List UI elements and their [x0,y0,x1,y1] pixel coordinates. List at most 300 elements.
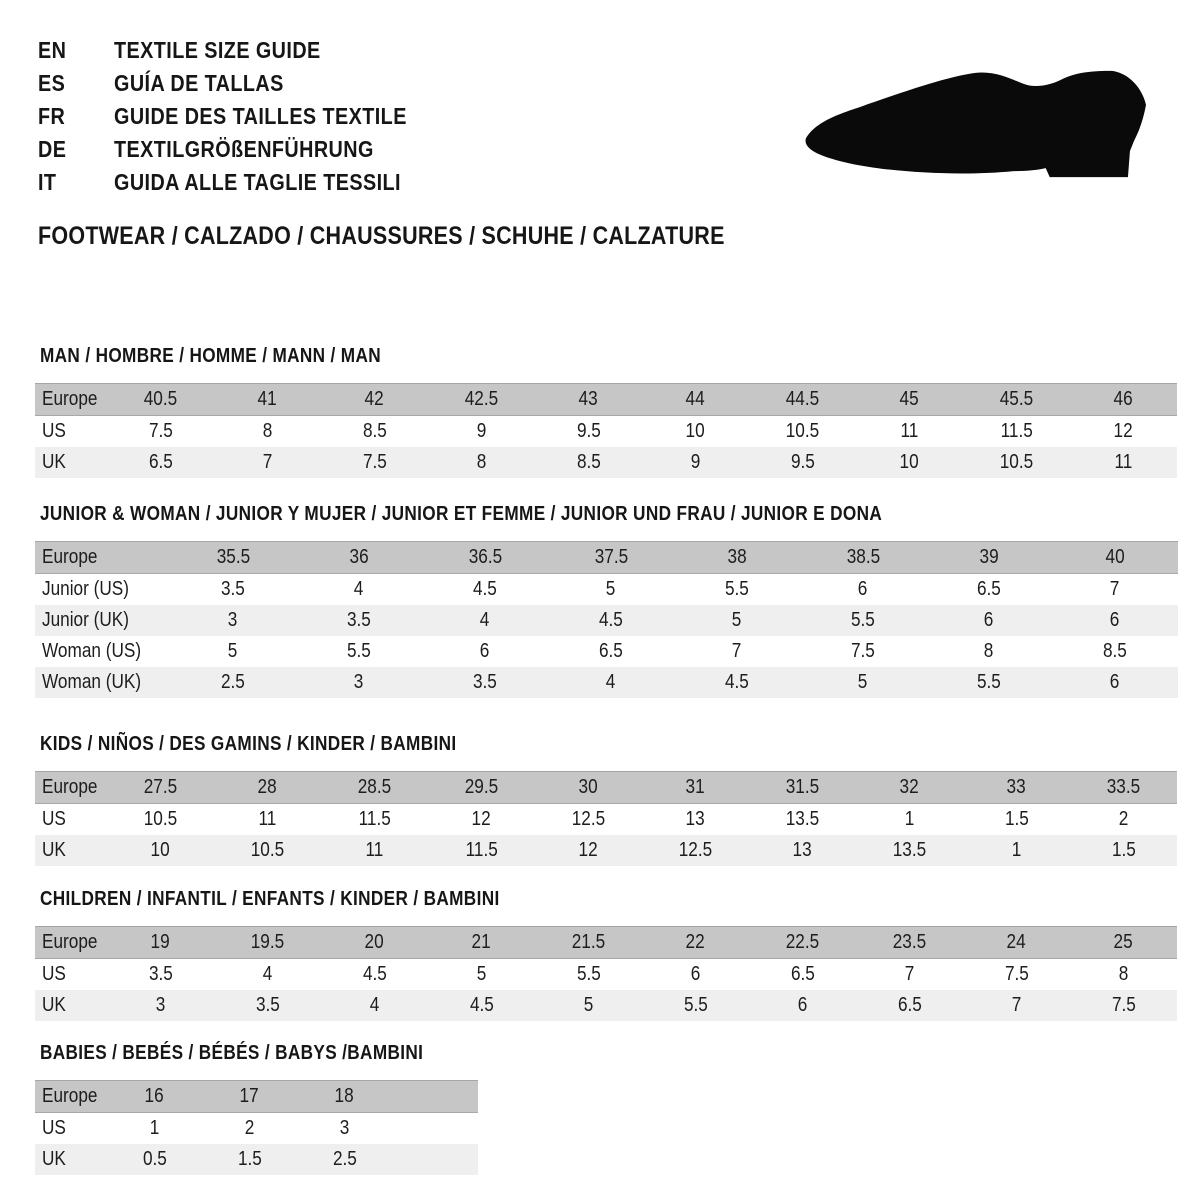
size-value-cell [548,605,674,636]
row-label-cell [35,835,107,866]
size-value: 3.5 [221,578,245,600]
size-value-cell [856,835,963,866]
size-value: 38.5 [846,546,880,568]
size-value-cell [548,542,674,574]
size-value: 21 [471,931,492,953]
size-value: 7 [1011,994,1022,1016]
size-value: 5.5 [977,671,1001,693]
size-value: 40.5 [143,388,178,410]
row-label-cell [35,990,107,1021]
size-value-cell [422,636,548,667]
size-value: 12.5 [678,839,713,861]
size-value: 29.5 [464,776,499,798]
size-value: 36 [349,546,369,568]
size-value: 6.5 [599,640,623,662]
size-value: 27.5 [143,776,178,798]
size-header-row [35,542,1178,574]
size-value-cell [107,772,214,804]
size-value-cell [963,772,1070,804]
size-value: 12 [578,839,599,861]
size-value: 7 [732,640,742,662]
size-value-cell [428,959,535,991]
size-value-cell [1052,542,1178,574]
size-value: 44 [685,388,706,410]
size-value-cell [1070,804,1177,836]
size-value-cell [214,447,321,478]
size-row [35,667,1178,698]
size-value-cell [107,835,214,866]
size-value: 12 [1113,420,1134,442]
size-value: 2 [1118,808,1129,830]
size-value-cell [926,605,1052,636]
size-value-cell [856,772,963,804]
size-value-cell [1052,636,1178,667]
row-label-cell [35,667,170,698]
size-value-cell [321,447,428,478]
size-value: 3 [354,671,364,693]
size-value: 6.5 [977,578,1001,600]
size-value-cell [107,416,214,448]
size-value-cell [856,959,963,991]
size-value-cell [1070,384,1177,416]
size-value: 24 [1006,931,1027,953]
size-value: 10.5 [785,420,820,442]
size-section [0,1042,1200,1175]
size-value-cell [642,384,749,416]
size-value-cell [422,542,548,574]
size-value: 35.5 [216,546,250,568]
size-value-cell [296,574,422,606]
size-value-cell [926,574,1052,606]
size-value-cell [107,959,214,991]
size-value: 9.5 [790,451,815,473]
size-value-cell [535,959,642,991]
row-label: Woman (US) [42,640,142,662]
row-label-cell [35,1113,107,1145]
size-value: 5.5 [576,963,601,985]
size-value: 7.5 [851,640,875,662]
size-value-cell [1070,927,1177,959]
size-table [35,771,1177,866]
size-value: 23.5 [892,931,927,953]
size-value: 6.5 [148,451,173,473]
row-label: Woman (UK) [42,671,142,693]
size-value: 4.5 [725,671,749,693]
size-value: 20 [364,931,385,953]
category-title: FOOTWEAR / CALZADO / CHAUSSURES / SCHUHE / CALZATURE [38,222,725,250]
size-row [35,605,1178,636]
size-value: 5 [732,609,742,631]
size-value-cell [428,447,535,478]
size-value-cell [749,447,856,478]
size-value: 6 [1110,671,1120,693]
size-value: 4 [262,963,273,985]
size-value: 40 [1105,546,1125,568]
size-value: 3.5 [148,963,173,985]
size-value: 33 [1006,776,1027,798]
size-value: 39 [979,546,999,568]
size-value: 1 [149,1117,160,1139]
size-value: 1 [904,808,915,830]
size-value-cell [1052,574,1178,606]
size-value: 8.5 [576,451,601,473]
size-value-cell [856,447,963,478]
size-value-cell [963,416,1070,448]
size-value-cell [642,927,749,959]
size-value: 1.5 [1004,808,1029,830]
size-value-cell [535,416,642,448]
size-value-cell [856,804,963,836]
size-table [35,383,1177,478]
size-value-cell [297,1081,392,1113]
section-title: JUNIOR & WOMAN / JUNIOR Y MUJER / JUNIOR ET FEMME / JUNIOR UND FRAU / JUNIOR E DONA [40,503,883,525]
size-value: 28 [257,776,278,798]
size-value: 6 [690,963,701,985]
row-label: UK [42,994,66,1016]
language-code: DE [38,136,67,162]
size-value: 8.5 [1103,640,1127,662]
size-value: 42.5 [464,388,499,410]
size-value-cell [321,959,428,991]
size-value: 3.5 [473,671,497,693]
size-value-cell [800,542,926,574]
row-label: UK [42,1148,66,1170]
size-section [0,503,1200,698]
filler-cell [392,1113,478,1145]
size-value: 13 [685,808,706,830]
size-row [35,416,1177,448]
size-row [35,804,1177,836]
size-value: 11 [365,839,384,861]
row-label: UK [42,839,66,861]
size-value-cell [321,804,428,836]
size-value: 7 [262,451,273,473]
size-section [0,733,1200,866]
row-label-cell [35,804,107,836]
size-table [35,541,1178,698]
size-value: 7 [1110,578,1120,600]
size-value: 3 [155,994,166,1016]
size-value: 10 [150,839,171,861]
row-label-cell [35,1144,107,1175]
size-value-cell [428,835,535,866]
size-value: 10.5 [143,808,178,830]
size-value: 10 [899,451,920,473]
row-label: US [42,808,66,830]
size-value-cell [1070,416,1177,448]
size-value-cell [856,384,963,416]
size-value: 32 [899,776,920,798]
size-value-cell [963,835,1070,866]
size-value: 12.5 [571,808,606,830]
size-value-cell [170,667,296,698]
size-value: 46 [1113,388,1134,410]
size-value: 6 [480,640,490,662]
size-value-cell [1070,959,1177,991]
size-value: 45.5 [999,388,1034,410]
row-label-cell [35,927,107,959]
size-value: 43 [578,388,599,410]
size-value: 19 [150,931,171,953]
size-value-cell [107,447,214,478]
size-value-cell [296,667,422,698]
size-value-cell [926,667,1052,698]
size-value: 2.5 [221,671,245,693]
size-value: 5 [583,994,594,1016]
size-value-cell [428,772,535,804]
size-row [35,447,1177,478]
language-label: GUÍA DE TALLAS [114,70,284,96]
size-value-cell [856,990,963,1021]
size-value-cell [321,772,428,804]
size-value-cell [535,835,642,866]
size-value-cell [963,447,1070,478]
filler-cell [392,1081,478,1113]
size-value: 6 [858,578,868,600]
size-value: 11 [1114,451,1133,473]
size-value-cell [674,542,800,574]
size-value-cell [107,1081,202,1113]
size-row [35,959,1177,991]
size-value: 6 [984,609,994,631]
size-value-cell [963,927,1070,959]
language-code: ES [38,70,66,96]
size-value: 31.5 [785,776,820,798]
size-value: 4.5 [473,578,497,600]
row-label-cell [35,772,107,804]
size-value-cell [296,636,422,667]
size-value: 7.5 [1004,963,1029,985]
size-value: 44.5 [785,388,820,410]
size-value: 5.5 [347,640,371,662]
size-row [35,636,1178,667]
size-value-cell [1070,447,1177,478]
size-value-cell [642,835,749,866]
row-label-cell [35,605,170,636]
row-label-cell [35,636,170,667]
size-value-cell [535,990,642,1021]
size-value-cell [963,959,1070,991]
size-value-cell [535,772,642,804]
size-value-cell [1070,835,1177,866]
size-value: 30 [578,776,599,798]
row-label: Junior (UK) [42,609,129,631]
size-value-cell [214,990,321,1021]
size-value-cell [749,927,856,959]
size-value: 8 [262,420,273,442]
size-header-row [35,384,1177,416]
row-label-cell [35,416,107,448]
size-value-cell [800,605,926,636]
size-value-cell [321,835,428,866]
size-value-cell [422,574,548,606]
size-value-cell [749,835,856,866]
size-value-cell [749,959,856,991]
size-value-cell [214,416,321,448]
size-value-cell [1070,990,1177,1021]
section-title: KIDS / NIÑOS / DES GAMINS / KINDER / BAMBINI [40,733,457,755]
size-value-cell [321,384,428,416]
size-value: 7.5 [148,420,173,442]
size-row [35,574,1178,606]
size-value: 11 [258,808,277,830]
size-value-cell [535,384,642,416]
size-value: 7.5 [362,451,387,473]
size-value: 37.5 [594,546,628,568]
size-value: 10.5 [250,839,285,861]
row-label: US [42,963,66,985]
size-value: 33.5 [1106,776,1141,798]
size-value-cell [548,667,674,698]
size-value: 16 [144,1085,165,1107]
row-label: Europe [42,546,98,568]
size-value-cell [674,574,800,606]
size-value: 5 [858,671,868,693]
size-value: 2 [244,1117,255,1139]
row-label-cell [35,542,170,574]
size-value: 13.5 [785,808,820,830]
size-table [35,1080,478,1175]
size-value-cell [107,990,214,1021]
size-value-cell [107,1144,202,1175]
size-value: 5 [476,963,487,985]
row-label: UK [42,451,66,473]
section-title: CHILDREN / INFANTIL / ENFANTS / KINDER / BAMBINI [40,888,500,910]
size-value-cell [926,636,1052,667]
size-value: 25 [1113,931,1134,953]
row-label: US [42,1117,66,1139]
language-code: FR [38,103,66,129]
row-label: Europe [42,776,98,798]
size-value-cell [422,667,548,698]
size-value: 5 [606,578,616,600]
size-value: 13 [792,839,813,861]
size-value-cell [428,990,535,1021]
size-value: 1.5 [1111,839,1136,861]
size-value: 9 [476,420,487,442]
size-value: 1 [1011,839,1022,861]
row-label-cell [35,447,107,478]
size-value-cell [214,927,321,959]
language-label: GUIDA ALLE TAGLIE TESSILI [114,169,401,195]
size-value-cell [297,1144,392,1175]
size-value-cell [428,416,535,448]
size-value: 5.5 [725,578,749,600]
size-value: 6.5 [897,994,922,1016]
size-value-cell [170,574,296,606]
size-value: 3.5 [347,609,371,631]
size-value-cell [428,804,535,836]
size-value: 13.5 [892,839,927,861]
size-value-cell [202,1113,297,1145]
size-value-cell [214,772,321,804]
size-value-cell [535,927,642,959]
size-value: 7 [904,963,915,985]
size-value-cell [202,1081,297,1113]
size-value-cell [296,605,422,636]
language-label: TEXTILGRÖßENFÜHRUNG [114,136,374,162]
size-value-cell [1052,667,1178,698]
size-value-cell [856,416,963,448]
size-value: 4 [480,609,490,631]
size-value-cell [800,574,926,606]
size-value-cell [321,990,428,1021]
size-value-cell [642,447,749,478]
size-value-cell [107,384,214,416]
size-value: 6 [797,994,808,1016]
size-value-cell [535,804,642,836]
language-label: TEXTILE SIZE GUIDE [114,37,321,63]
size-value: 5.5 [851,609,875,631]
size-table [35,926,1177,1021]
size-value: 45 [899,388,920,410]
size-value: 6.5 [790,963,815,985]
size-value: 4 [606,671,616,693]
size-value: 8 [476,451,487,473]
size-value: 1.5 [237,1148,262,1170]
size-value-cell [107,804,214,836]
size-value-cell [642,959,749,991]
row-label: Junior (US) [42,578,129,600]
size-section [0,888,1200,1021]
size-value-cell [548,574,674,606]
size-value-cell [749,772,856,804]
size-value: 9.5 [576,420,601,442]
size-value: 11.5 [1000,420,1033,442]
section-title: MAN / HOMBRE / HOMME / MANN / MAN [40,345,382,367]
size-row [35,1113,478,1145]
size-value: 42 [364,388,385,410]
size-value: 22.5 [785,931,820,953]
size-value: 9 [690,451,701,473]
size-value-cell [749,416,856,448]
size-value: 10 [685,420,706,442]
size-value-cell [963,990,1070,1021]
size-value-cell [800,667,926,698]
size-value-cell [428,384,535,416]
row-label-cell [35,574,170,606]
size-value-cell [642,804,749,836]
size-value-cell [856,927,963,959]
size-value-cell [749,384,856,416]
size-value-cell [107,1113,202,1145]
size-value: 10.5 [999,451,1034,473]
size-value: 28.5 [357,776,392,798]
size-value: 18 [334,1085,355,1107]
size-value-cell [170,542,296,574]
size-value: 36.5 [468,546,502,568]
size-value-cell [674,605,800,636]
size-value: 8 [1118,963,1129,985]
size-value: 7.5 [1111,994,1136,1016]
size-value-cell [963,804,1070,836]
size-value-cell [321,416,428,448]
size-value-cell [642,416,749,448]
size-value: 8 [984,640,994,662]
section-title: BABIES / BEBÉS / BÉBÉS / BABYS /BAMBINI [40,1042,424,1064]
size-value: 2.5 [332,1148,357,1170]
language-code: IT [38,169,57,195]
row-label: Europe [42,931,98,953]
size-value: 41 [257,388,278,410]
size-value-cell [214,959,321,991]
size-value-cell [749,804,856,836]
size-value: 8.5 [362,420,387,442]
size-value: 5 [228,640,238,662]
size-value: 3.5 [255,994,280,1016]
size-value: 17 [239,1085,260,1107]
size-header-row [35,1081,478,1113]
